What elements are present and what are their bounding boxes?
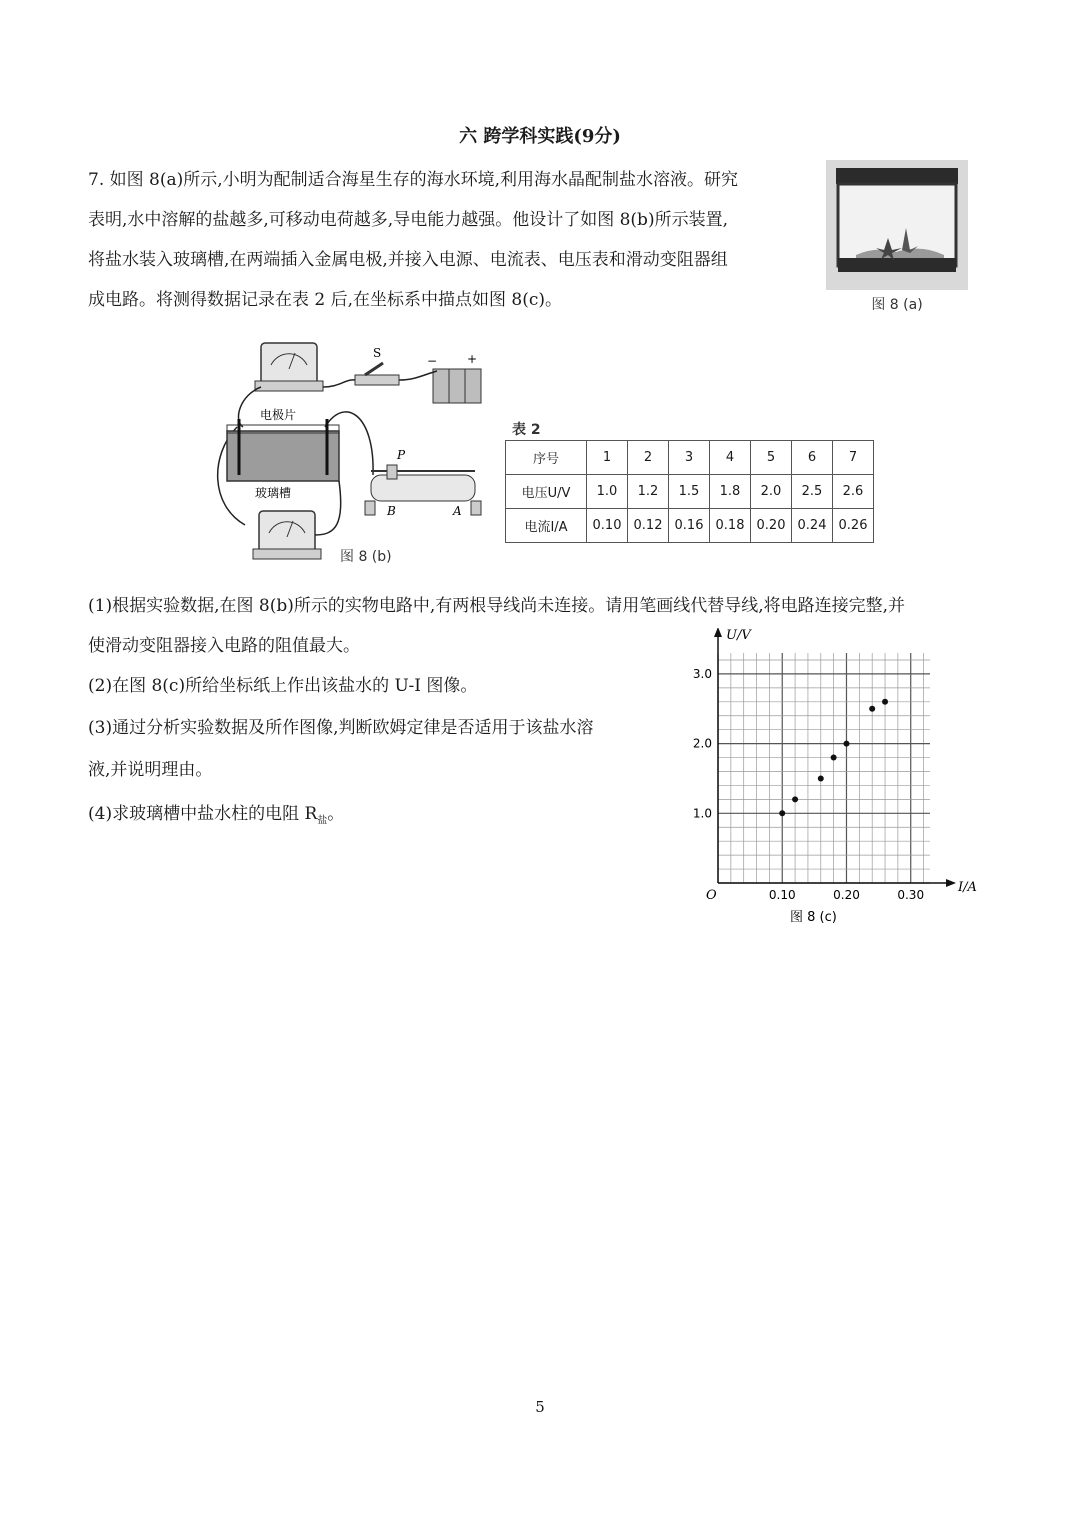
table-cell: 0.10 [587,509,628,543]
subquestion-4 [88,794,344,841]
table-cell: 4 [710,441,751,475]
x-tick-label: 0.20 [833,888,860,902]
subquestion-line: (1)根据实验数据,在图 8(b)所示的实物电路中,有两根导线尚未连接。请用笔画线代替导线,将电路连接完整,并 [88,596,906,616]
chart-title: 图 8 (c) [790,910,837,925]
figure-8a [826,160,968,290]
data-point [882,699,888,705]
subquestion-3-line: 液,并说明理由。 [88,760,213,780]
data-point [792,796,798,802]
table-cell: 5 [751,441,792,475]
switch-label: S [373,346,382,360]
table-cell: 7 [833,441,874,475]
y-tick-label: 2.0 [692,736,712,751]
y-tick-label: 3.0 [692,666,712,681]
y-axis-label: U/V [726,628,751,643]
table-cell: 0.12 [628,509,669,543]
table-cell: 2.5 [792,475,833,509]
table-cell: 2 [628,441,669,475]
table-cell: 1 [587,441,628,475]
subquestion-3-line: (3)通过分析实验数据及所作图像,判断欧姆定律是否适用于该盐水溶 [88,718,594,738]
table-cell: 0.18 [710,509,751,543]
table-title: 表 2 [512,422,541,438]
subquestion-4-text: (4)求玻璃槽中盐水柱的电阻 R [88,804,318,824]
data-point [779,810,785,816]
question-line: 成电路。将测得数据记录在表 2 后,在坐标系中描点如图 8(c)。 [88,290,563,310]
table-cell: 6 [792,441,833,475]
y-tick-label: 1.0 [692,806,712,821]
table-cell: 1.5 [669,475,710,509]
circuit-diagram [205,335,495,575]
subquestion-4-subscript: 盐 [317,815,328,827]
y-axis-arrow [714,628,722,637]
table-header-cell: 电压U/V [506,475,587,509]
data-table [505,440,874,543]
table-row [506,475,874,509]
tank-label: 玻璃槽 [255,486,292,500]
data-point [818,775,824,781]
figure-8c [680,628,980,928]
question-line: 表明,水中溶解的盐越多,可移动电荷越多,导电能力越强。他设计了如图 8(b)所示装置, [88,210,728,230]
figure-8b [205,335,495,575]
ui-chart [680,628,980,928]
table-cell: 2.0 [751,475,792,509]
table-cell: 0.20 [751,509,792,543]
subquestion-2: (2)在图 8(c)所给坐标纸上作出该盐水的 U-I 图像。 [88,676,478,696]
data-point [831,755,837,761]
x-tick-label: 0.10 [768,888,796,902]
table-cell: 2.6 [833,475,874,509]
page-number: 5 [535,1398,545,1416]
table-cell: 1.8 [710,475,751,509]
battery-minus-label: − [427,354,438,368]
table-row [506,441,874,475]
figure-8a-caption: 图 8 (a) [871,297,923,313]
electrode-label: 电极片 [260,408,297,422]
table-row [506,509,874,543]
table-cell: 0.26 [833,509,874,543]
table-cell: 3 [669,441,710,475]
question-line: 将盐水装入玻璃槽,在两端插入金属电极,并接入电源、电流表、电压表和滑动变阻器组 [88,250,728,270]
table-cell: 1.0 [587,475,628,509]
question-paragraph [88,160,808,320]
table-cell: 1.2 [628,475,669,509]
end-b-label: B [387,504,396,518]
x-axis-label: I/A [958,880,977,895]
slider-label: P [397,448,406,462]
question-line: 7. 如图 8(a)所示,小明为配制适合海星生存的海水环境,利用海水晶配制盐水溶液。研究 [88,170,739,190]
origin-label: O [706,888,717,903]
table-cell: 0.16 [669,509,710,543]
data-point [843,741,849,747]
x-tick-label: 0.30 [897,888,925,902]
table-header-cell: 电流I/A [506,509,587,543]
end-a-label: A [453,504,462,518]
table-cell: 0.24 [792,509,833,543]
aquarium-illustration [826,160,968,290]
subquestion-line: 使滑动变阻器接入电路的阻值最大。 [88,636,360,656]
battery-plus-label: + [467,352,478,366]
figure-8b-caption: 图 8 (b) [340,549,392,565]
table-header-cell: 序号 [506,441,587,475]
x-axis-arrow [946,879,956,887]
section-title: 六 跨学科实践(9分) [459,126,621,147]
subquestion-4-end: 。 [327,804,345,824]
data-point [869,706,875,712]
